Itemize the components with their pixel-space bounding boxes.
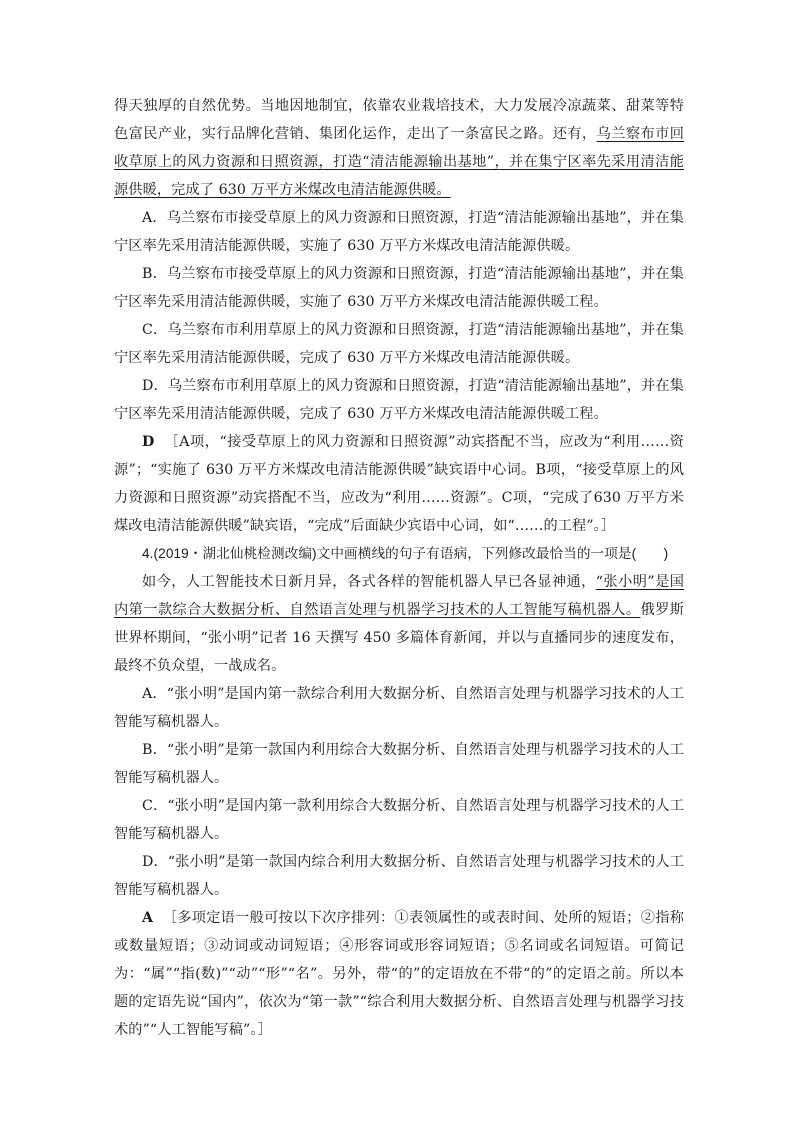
- q3-explanation: ［A项，“接受草原上的风力资源和日照资源”动宾搭配不当，应改为“利用……资源”；“实施了 630 万平方米煤改电清洁能源供暖”缺宾语中心词。B项，“接受草原上的风力资源和日照资源”动宾搭配不当，应改为“利用……资源”。C项，“完成了630 万平方米煤改电清洁能源供暖”缺宾语，“完成”后面缺少宾语中心词，如“……的工程”。］: [114, 434, 684, 534]
- q4-explanation: ［多项定语一般可按以下次序排列：①表领属性的或表时间、处所的短语；②指称或数量短语；③动词或动词短语；④形容词或形容词短语；⑤名词或名词短语。可简记为：“属”“指(数)”“动”“形”“名”。另外，带“的”的定语放在不带“的”的定语之前。所以本题的定语先说“国内”，依次为“第一款”“综合利用大数据分析、自然语言处理与机器学习技术的”“人工智能写稿”。］: [114, 910, 684, 1038]
- q3-underlined-sentence: 乌兰察布市回收草原上的风力资源和日照资源，打造“清洁能源输出基地”，并在集宁区率先采用清洁能源供暖，完成了 630 万平方米煤改电清洁能源供暖。: [114, 126, 684, 198]
- q4-answer: [114, 904, 684, 1044]
- q3-answer-letter: D: [142, 434, 155, 450]
- q4-underlined-sentence: “张小明”是国内第一款综合大数据分析、自然语言处理与机器学习技术的人工智能写稿机器人。: [114, 574, 684, 618]
- q3-passage: [114, 92, 684, 204]
- q3-option-c: C．乌兰察布市利用草原上的风力资源和日照资源，打造“清洁能源输出基地”，并在集宁区率先采用清洁能源供暖，完成了 630 万平方米煤改电清洁能源供暖。: [114, 322, 684, 366]
- q3-option-b: B．乌兰察布市接受草原上的风力资源和日照资源，打造“清洁能源输出基地”，并在集宁区率先采用清洁能源供暖，实施了 630 万平方米煤改电清洁能源供暖工程。: [114, 266, 684, 310]
- q3-option-d: D．乌兰察布市利用草原上的风力资源和日照资源，打造“清洁能源输出基地”，并在集宁区率先采用清洁能源供暖，完成了 630 万平方米煤改电清洁能源供暖工程。: [114, 378, 684, 422]
- q4-passage-lead: 如今，人工智能技术日新月异，各式各样的智能机器人早已各显神通，: [142, 574, 596, 590]
- q4-passage-tail: 俄罗斯世界杯期间，“张小明”记者 16 天撰写 450 多篇体育新闻，并以与直播同步的速度发布，最终不负众望，一战成名。: [114, 602, 684, 674]
- q4-option-b: B．“张小明”是第一款国内利用综合大数据分析、自然语言处理与机器学习技术的人工智能写稿机器人。: [114, 742, 684, 786]
- q3-option-a: A．乌兰察布市接受草原上的风力资源和日照资源，打造“清洁能源输出基地”，并在集宁区率先采用清洁能源供暖，实施了 630 万平方米煤改电清洁能源供暖。: [114, 210, 684, 254]
- q4-answer-letter: A: [142, 910, 154, 926]
- q3-passage-lead: 得天独厚的自然优势。当地因地制宜，依靠农业栽培技术，大力发展冷凉蔬菜、甜菜等特色富民产业，实行品牌化营销、集团化运作，走出了一条富民之路。还有，: [114, 98, 684, 142]
- q4-heading: 4.(2019・湖北仙桃检测改编)文中画横线的句子有语病，下列修改最恰当的一项是( ): [142, 546, 669, 561]
- q4-option-a: A．“张小明”是国内第一款综合利用大数据分析、自然语言处理与机器学习技术的人工智能写稿机器人。: [114, 686, 684, 730]
- q4-option-c: C．“张小明”是国内第一款利用综合大数据分析、自然语言处理与机器学习技术的人工智能写稿机器人。: [114, 798, 684, 842]
- page-content: [114, 92, 684, 1044]
- q4-option-d: D．“张小明”是第一款国内综合利用大数据分析、自然语言处理与机器学习技术的人工智能写稿机器人。: [114, 854, 684, 898]
- q3-answer: [114, 428, 684, 540]
- q4-passage: [114, 568, 684, 680]
